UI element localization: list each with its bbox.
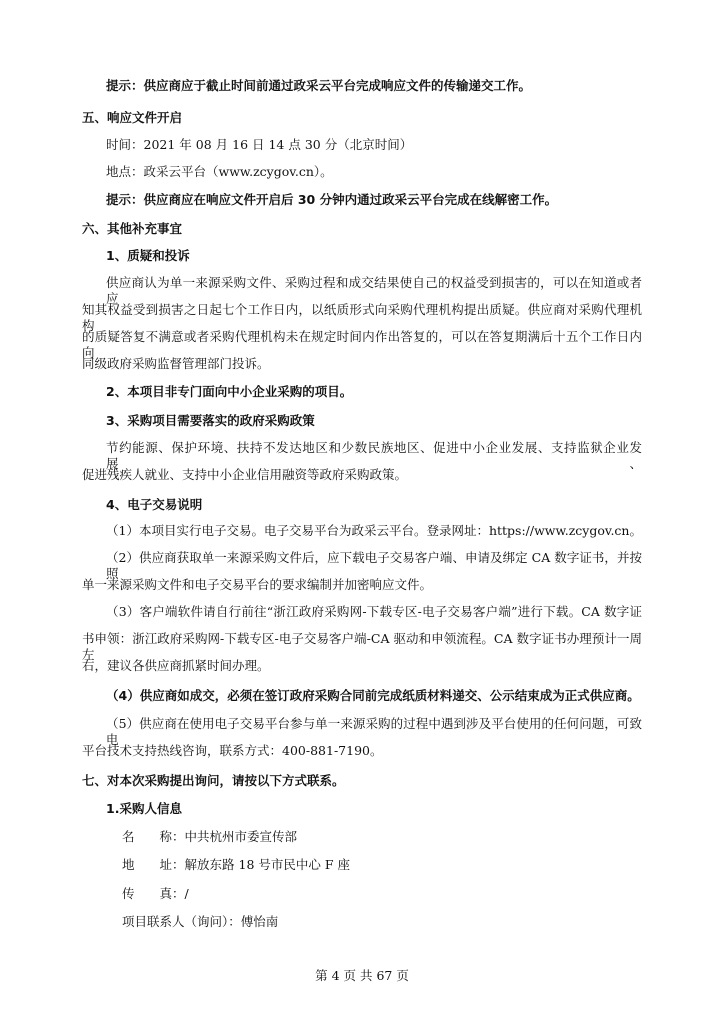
electronic-item-5-line-2: 平台技术支持热线咨询，联系方式：400-881-7190。 bbox=[82, 743, 383, 758]
complaint-paragraph-line-1: 供应商认为单一来源采购文件、采购过程和成交结果使自己的权益受到损害的，可以在知道或者应 bbox=[106, 275, 642, 306]
complaint-paragraph-line-3: 的质疑答复不满意或者采购代理机构未在规定时间内作出答复的，可以在答复期满后十五个工作日内向 bbox=[82, 329, 642, 360]
electronic-item-3-line-2: 书申领：浙江政府采购网-下载专区-电子交易客户端-CA 驱动和申领流程。CA 数字证书办理预计一周左 bbox=[82, 631, 642, 662]
electronic-item-3-line-3: 右，建议各供应商抓紧时间办理。 bbox=[82, 658, 270, 673]
subsection-2-heading: 2、本项目非专门面向中小企业采购的项目。 bbox=[106, 384, 353, 399]
electronic-item-2-line-2: 单一来源采购文件和电子交易平台的要求编制并加密响应文件。 bbox=[82, 577, 433, 592]
electronic-item-3-line-1: （3）客户端软件请自行前往“浙江政府采购网-下载专区-电子交易客户端”进行下载。CA 数字证 bbox=[106, 604, 642, 619]
electronic-item-4: （4）供应商如成交，必须在签订政府采购合同前完成纸质材料递交、公示结束成为正式供应商。 bbox=[106, 688, 640, 703]
purchaser-info-heading: 1.采购人信息 bbox=[106, 801, 182, 816]
purchaser-contact-value: 傅怡南 bbox=[240, 914, 279, 929]
purchaser-fax-value: / bbox=[184, 886, 189, 901]
purchaser-fax-label: 传 真： bbox=[122, 886, 185, 901]
subsection-1-heading: 1、质疑和投诉 bbox=[106, 248, 190, 263]
purchaser-name-value: 中共杭州市委宣传部 bbox=[184, 829, 298, 844]
electronic-item-1: （1）本项目实行电子交易。电子交易平台为政采云平台。登录网址：https://www.zcygov.cn。 bbox=[106, 523, 642, 538]
purchaser-address-value: 解放东路 18 号市民中心 F 座 bbox=[184, 857, 350, 872]
purchaser-fax-row bbox=[0, 886, 724, 902]
page-number-footer: 第 4 页 共 67 页 bbox=[315, 968, 409, 983]
opening-location: 地点：政采云平台（www.zcygov.cn）。 bbox=[106, 164, 333, 179]
tip-submission: 提示：供应商应于截止时间前通过政采云平台完成响应文件的传输递交工作。 bbox=[106, 78, 532, 93]
complaint-paragraph-line-2: 知其权益受到损害之日起七个工作日内，以纸质形式向采购代理机构提出质疑。供应商对采购代理机构 bbox=[82, 302, 642, 333]
section-6-heading: 六、其他补充事宜 bbox=[82, 221, 183, 236]
policy-paragraph-line-1: 节约能源、保护环境、扶持不发达地区和少数民族地区、促进中小企业发展、支持监狱企业发展、 bbox=[106, 440, 642, 471]
electronic-item-2-line-1: （2）供应商获取单一来源采购文件后，应下载电子交易客户端、申请及绑定 CA 数字证书，并按照 bbox=[106, 550, 642, 581]
opening-time: 时间：2021 年 08 月 16 日 14 点 30 分（北京时间） bbox=[106, 137, 413, 152]
purchaser-address-label: 地 址： bbox=[122, 857, 185, 872]
purchaser-name-label: 名 称： bbox=[122, 829, 185, 844]
purchaser-contact-row bbox=[0, 914, 724, 930]
tip-decryption: 提示：供应商应在响应文件开启后 30 分钟内通过政采云平台完成在线解密工作。 bbox=[106, 192, 558, 207]
purchaser-contact-label: 项目联系人（询问）： bbox=[122, 914, 241, 929]
complaint-paragraph-line-4: 同级政府采购监督管理部门投诉。 bbox=[82, 356, 270, 371]
purchaser-address-row bbox=[0, 857, 724, 873]
section-7-heading: 七、对本次采购提出询问，请按以下方式联系。 bbox=[82, 773, 345, 788]
section-5-heading: 五、响应文件开启 bbox=[82, 110, 183, 125]
electronic-item-5-line-1: （5）供应商在使用电子交易平台参与单一来源采购的过程中遇到涉及平台使用的任何问题，可致电 bbox=[106, 716, 642, 747]
policy-paragraph-line-2: 促进残疾人就业、支持中小企业信用融资等政府采购政策。 bbox=[82, 467, 408, 482]
subsection-3-heading: 3、采购项目需要落实的政府采购政策 bbox=[106, 413, 315, 428]
purchaser-name-row bbox=[0, 829, 724, 845]
subsection-4-heading: 4、电子交易说明 bbox=[106, 497, 203, 512]
